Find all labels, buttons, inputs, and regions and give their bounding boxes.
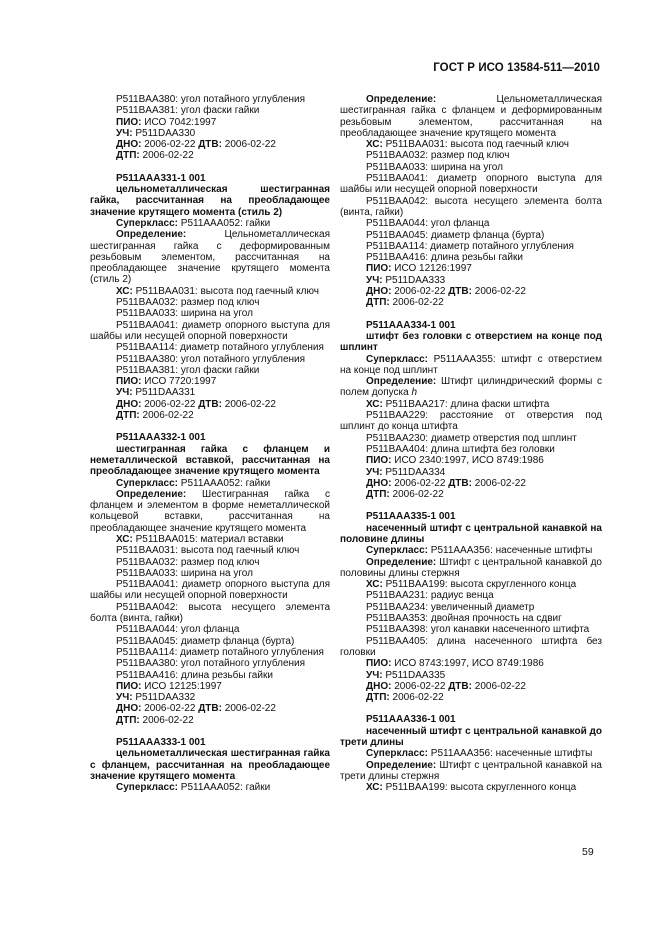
class-line (90, 128, 330, 139)
property-line: P511BAA230: диаметр отверстия под шплинт (366, 432, 577, 444)
field-key: ХС: (366, 579, 383, 591)
field-key: Определение: (116, 229, 187, 241)
field-key: ДТВ: (448, 680, 472, 692)
field-value: Штифт с центральной канавкой до половины длины стержня (340, 556, 602, 579)
field-key: Суперкласс: (366, 353, 428, 365)
field-value: 2006-02-22 (389, 692, 444, 704)
field-key: Суперкласс: (116, 477, 178, 489)
field-key: ДНО: (116, 703, 142, 715)
property-line (340, 399, 602, 410)
field-value: P511DAA334 (382, 466, 446, 478)
entry-title: шестигранная гайка с фланцем и неметаллической вставкой, рассчитанная на преобладающее значение крутящего момента (90, 443, 330, 478)
property-line: P511BAA405: длина насеченного штифта без головки (340, 635, 602, 658)
field-key: Суперкласс: (366, 545, 428, 557)
property-line: P511BAA044: угол фланца (366, 218, 490, 230)
field-value: 2006-02-22 (221, 703, 276, 715)
field-key: Определение: (366, 759, 437, 771)
field-key: Определение: (366, 94, 437, 105)
dates-line (90, 139, 330, 150)
field-key: Суперкласс: (116, 782, 178, 794)
field-key: ДНО: (366, 286, 392, 298)
dates-line (90, 703, 330, 714)
field-value: P511BAA031: высота под гаечный ключ (132, 285, 319, 297)
field-key: УЧ: (116, 387, 133, 399)
field-value: ИСО 7042:1997 (141, 116, 217, 128)
class-line (90, 692, 330, 703)
field-value: P511AAA356: насеченные штифты (428, 545, 593, 557)
dates-line (340, 478, 602, 489)
definition-line (340, 94, 602, 139)
field-key: УЧ: (116, 127, 133, 139)
field-key: ДТП: (366, 297, 390, 309)
property-line: P511BAA042: высота несущего элемента болта (винта, гайки) (340, 195, 602, 218)
entry-code: P511AAA333-1 001 (116, 737, 206, 749)
field-key: УЧ: (116, 692, 133, 704)
field-value: P511DAA332 (132, 692, 196, 704)
property-line (90, 534, 330, 545)
date-line (90, 715, 330, 726)
property-line: P511BAA381: угол фаски гайки (116, 364, 260, 376)
field-key: ДТВ: (448, 286, 472, 298)
field-value: 2006-02-22 (471, 286, 526, 298)
field-key: ДТП: (116, 714, 140, 726)
field-key: ДТВ: (198, 703, 222, 715)
field-key: ДТВ: (448, 477, 472, 489)
field-key: ПИО: (116, 680, 142, 692)
superclass-line (90, 782, 330, 793)
field-value: 2006-02-22 (391, 680, 449, 692)
definition-line (90, 229, 330, 285)
date-line (90, 150, 330, 161)
field-value: ИСО 8743:1997, ИСО 8749:1986 (391, 658, 544, 670)
property-line: P511BAA033: ширина на угол (116, 567, 253, 579)
field-key: ПИО: (366, 263, 392, 275)
property-line: P511BAA114: диаметр потайного углубления (116, 342, 324, 354)
field-value: ИСО 12125:1997 (141, 680, 222, 692)
dates-line (340, 286, 602, 297)
date-line (90, 410, 330, 421)
property-line: P511BAA044: угол фланца (116, 624, 240, 636)
source-line (90, 681, 330, 692)
property-line: P511BAA381: угол фаски гайки (116, 105, 260, 117)
entry-title: штифт без головки с отверстием на конце под шплинт (340, 330, 602, 354)
entry-title: насеченный штифт с центральной канавкой до трети длины (340, 725, 602, 749)
tolerance-symbol: h (411, 387, 418, 399)
field-key: Суперкласс: (366, 748, 428, 760)
field-key: ДТП: (116, 410, 140, 422)
superclass-line (340, 354, 602, 377)
property-line: P511BAA416: длина резьбы гайки (366, 252, 523, 264)
field-value: Штифт с центральной канавкой на трети длины стержня (340, 759, 602, 782)
right-column (340, 94, 602, 794)
property-line (340, 782, 602, 793)
property-line: P511BAA231: радиус венца (366, 590, 494, 602)
field-key: УЧ: (366, 669, 383, 681)
property-line: P511BAA031: высота под гаечный ключ (116, 545, 300, 557)
field-value: 2006-02-22 (389, 297, 444, 309)
source-line (340, 263, 602, 274)
field-value: P511BAA199: высота скругленного конца (382, 782, 577, 794)
entry-code: P511AAA334-1 001 (366, 319, 456, 331)
source-line (90, 376, 330, 387)
property-line: P511BAA404: длина штифта без головки (366, 443, 555, 455)
field-value: P511BAA199: высота скругленного конца (382, 579, 577, 591)
document-header: ГОСТ Р ИСО 13584-511—2010 (433, 62, 600, 74)
field-key: ХС: (116, 533, 133, 545)
definition-line (340, 760, 602, 783)
property-line: P511BAA380: угол потайного углубления (116, 94, 306, 105)
field-key: ДТВ: (198, 139, 222, 151)
class-line (340, 670, 602, 681)
dates-line (340, 681, 602, 692)
property-line: P511BAA032: размер под ключ (116, 297, 260, 309)
field-value: P511BAA031: высота под гаечный ключ (382, 139, 569, 151)
definition-line (340, 376, 602, 399)
field-key: ДТП: (366, 489, 390, 501)
property-line: P511BAA045: диаметр фланца (бурта) (116, 635, 295, 647)
field-key: ПИО: (116, 376, 142, 388)
field-key: УЧ: (366, 274, 383, 286)
superclass-line (340, 748, 602, 759)
left-column (90, 94, 330, 794)
property-line (90, 286, 330, 297)
field-value: Шестигранная гайка с фланцем и элементом в форме неметаллической кольцевой вставки, рассчитанная на преобладающее значение крутящего момента (90, 488, 330, 534)
field-key: ХС: (366, 139, 383, 151)
field-key: ДНО: (116, 398, 142, 410)
field-value: P511BAA015: материал вставки (132, 533, 284, 545)
field-key: ДТП: (366, 692, 390, 704)
field-value: P511DAA331 (132, 387, 196, 399)
field-value: Цельнометаллическая шестигранная гайка с деформированным резьбовым элементом, рассчитанная на преобладающее значение крутящего момента (стиль 2) (90, 229, 330, 286)
field-value: 2006-02-22 (471, 680, 526, 692)
property-line: P511BAA033: ширина на угол (116, 308, 253, 320)
field-value: 2006-02-22 (141, 398, 199, 410)
property-line: P511BAA114: диаметр потайного углубления (116, 646, 324, 658)
field-value: P511AAA355: штифт с отверстием на конце под шплинт (340, 353, 602, 376)
field-value: 2006-02-22 (139, 714, 194, 726)
field-key: Определение: (366, 556, 437, 568)
field-value: 2006-02-22 (141, 139, 199, 151)
field-value: 2006-02-22 (391, 477, 449, 489)
source-line (340, 455, 602, 466)
property-line: P511BAA380: угол потайного углубления (116, 658, 306, 670)
date-line (340, 489, 602, 500)
entry-code: P511AAA332-1 001 (116, 432, 206, 444)
superclass-line (90, 478, 330, 489)
property-line: P511BAA398: угол канавки насеченного штифта (366, 624, 590, 636)
property-line: P511BAA041: диаметр опорного выступа для шайбы или несущей опорной поверхности (90, 579, 330, 602)
definition-line (340, 557, 602, 580)
field-key: ДНО: (366, 477, 392, 489)
property-line: P511BAA032: размер под ключ (366, 150, 510, 162)
property-line: P511BAA234: увеличенный диаметр (366, 601, 535, 613)
class-line (340, 275, 602, 286)
field-value: 2006-02-22 (139, 150, 194, 162)
field-key: ДНО: (116, 139, 142, 151)
property-line: P511BAA033: ширина на угол (366, 161, 503, 173)
property-line: P511BAA380: угол потайного углубления (116, 353, 306, 365)
date-line (340, 692, 602, 703)
field-value: P511AAA356: насеченные штифты (428, 748, 593, 760)
field-value: P511AAA052: гайки (178, 217, 271, 229)
entry-code: P511AAA335-1 001 (366, 511, 456, 523)
field-value: P511AAA052: гайки (178, 477, 271, 489)
property-line: P511BAA045: диаметр фланца (бурта) (366, 229, 545, 241)
field-value: ИСО 12126:1997 (391, 263, 472, 275)
field-key: ДТВ: (198, 398, 222, 410)
field-value: 2006-02-22 (139, 410, 194, 422)
field-key: ХС: (366, 782, 383, 794)
field-value: ИСО 7720:1997 (141, 376, 217, 388)
field-key: ХС: (366, 398, 383, 410)
field-key: ХС: (116, 285, 133, 297)
property-line: P511BAA032: размер под ключ (116, 556, 260, 568)
field-value: P511BAA217: длина фаски штифта (382, 398, 550, 410)
field-value: 2006-02-22 (389, 489, 444, 501)
field-key: ПИО: (366, 455, 392, 467)
field-value: Штифт цилиндрический формы с полем допуска (340, 376, 602, 399)
field-key: ПИО: (116, 116, 142, 128)
source-line (340, 658, 602, 669)
field-value: P511DAA333 (382, 274, 446, 286)
field-key: ДТП: (116, 150, 140, 162)
property-line (340, 579, 602, 590)
superclass-line (90, 218, 330, 229)
field-value: P511DAA335 (382, 669, 446, 681)
dates-line (90, 399, 330, 410)
field-value: 2006-02-22 (221, 139, 276, 151)
field-value: 2006-02-22 (471, 477, 526, 489)
entry-title: цельнометаллическая шестигранная гайка с фланцем, рассчитанная на преобладающее значение крутящего момента (90, 748, 330, 782)
field-value: 2006-02-22 (391, 286, 449, 298)
field-value: 2006-02-22 (221, 398, 276, 410)
field-key: ПИО: (366, 658, 392, 670)
entry-title: насеченный штифт с центральной канавкой на половине длины (340, 522, 602, 545)
field-value: P511DAA330 (132, 127, 196, 139)
field-value: ИСО 2340:1997, ИСО 8749:1986 (391, 455, 544, 467)
page-number: 59 (582, 846, 594, 858)
entry-title: цельнометаллическая шестигранная гайка, рассчитанная на преобладающее значение крутящего момента (стиль 2) (90, 184, 330, 218)
property-line: P511BAA042: высота несущего элемента болта (винта, гайки) (90, 601, 330, 625)
field-value: P511AAA052: гайки (178, 782, 271, 794)
class-line (340, 467, 602, 478)
date-line (340, 297, 602, 308)
property-line: P511BAA229: расстояние от отверстия под шплинт до конца штифта (340, 410, 602, 433)
property-line (340, 139, 602, 150)
superclass-line (340, 545, 602, 556)
field-key: Определение: (366, 376, 437, 388)
property-line: P511BAA416: длина резьбы гайки (116, 669, 273, 681)
property-line: P511BAA041: диаметр опорного выступа для шайбы или несущей опорной поверхности (340, 173, 602, 196)
field-key: Суперкласс: (116, 217, 178, 229)
definition-line (90, 489, 330, 534)
property-line: P511BAA041: диаметр опорного выступа для шайбы или несущей опорной поверхности (90, 319, 330, 342)
property-line: P511BAA353: двойная прочность на сдвиг (366, 613, 562, 625)
entry-code: P511AAA331-1 001 (116, 172, 206, 184)
source-line (90, 117, 330, 128)
entry-code: P511AAA336-1 001 (366, 714, 456, 726)
class-line (90, 387, 330, 398)
field-key: ДНО: (366, 680, 392, 692)
field-key: УЧ: (366, 466, 383, 478)
field-value: 2006-02-22 (141, 703, 199, 715)
field-key: Определение: (116, 488, 187, 500)
property-line: P511BAA114: диаметр потайного углубления (366, 240, 574, 252)
field-value: Цельнометаллическая шестигранная гайка с фланцем и деформированным резьбовым элементом, рассчитанная на преобладающее значение крутящего момента (340, 94, 602, 139)
